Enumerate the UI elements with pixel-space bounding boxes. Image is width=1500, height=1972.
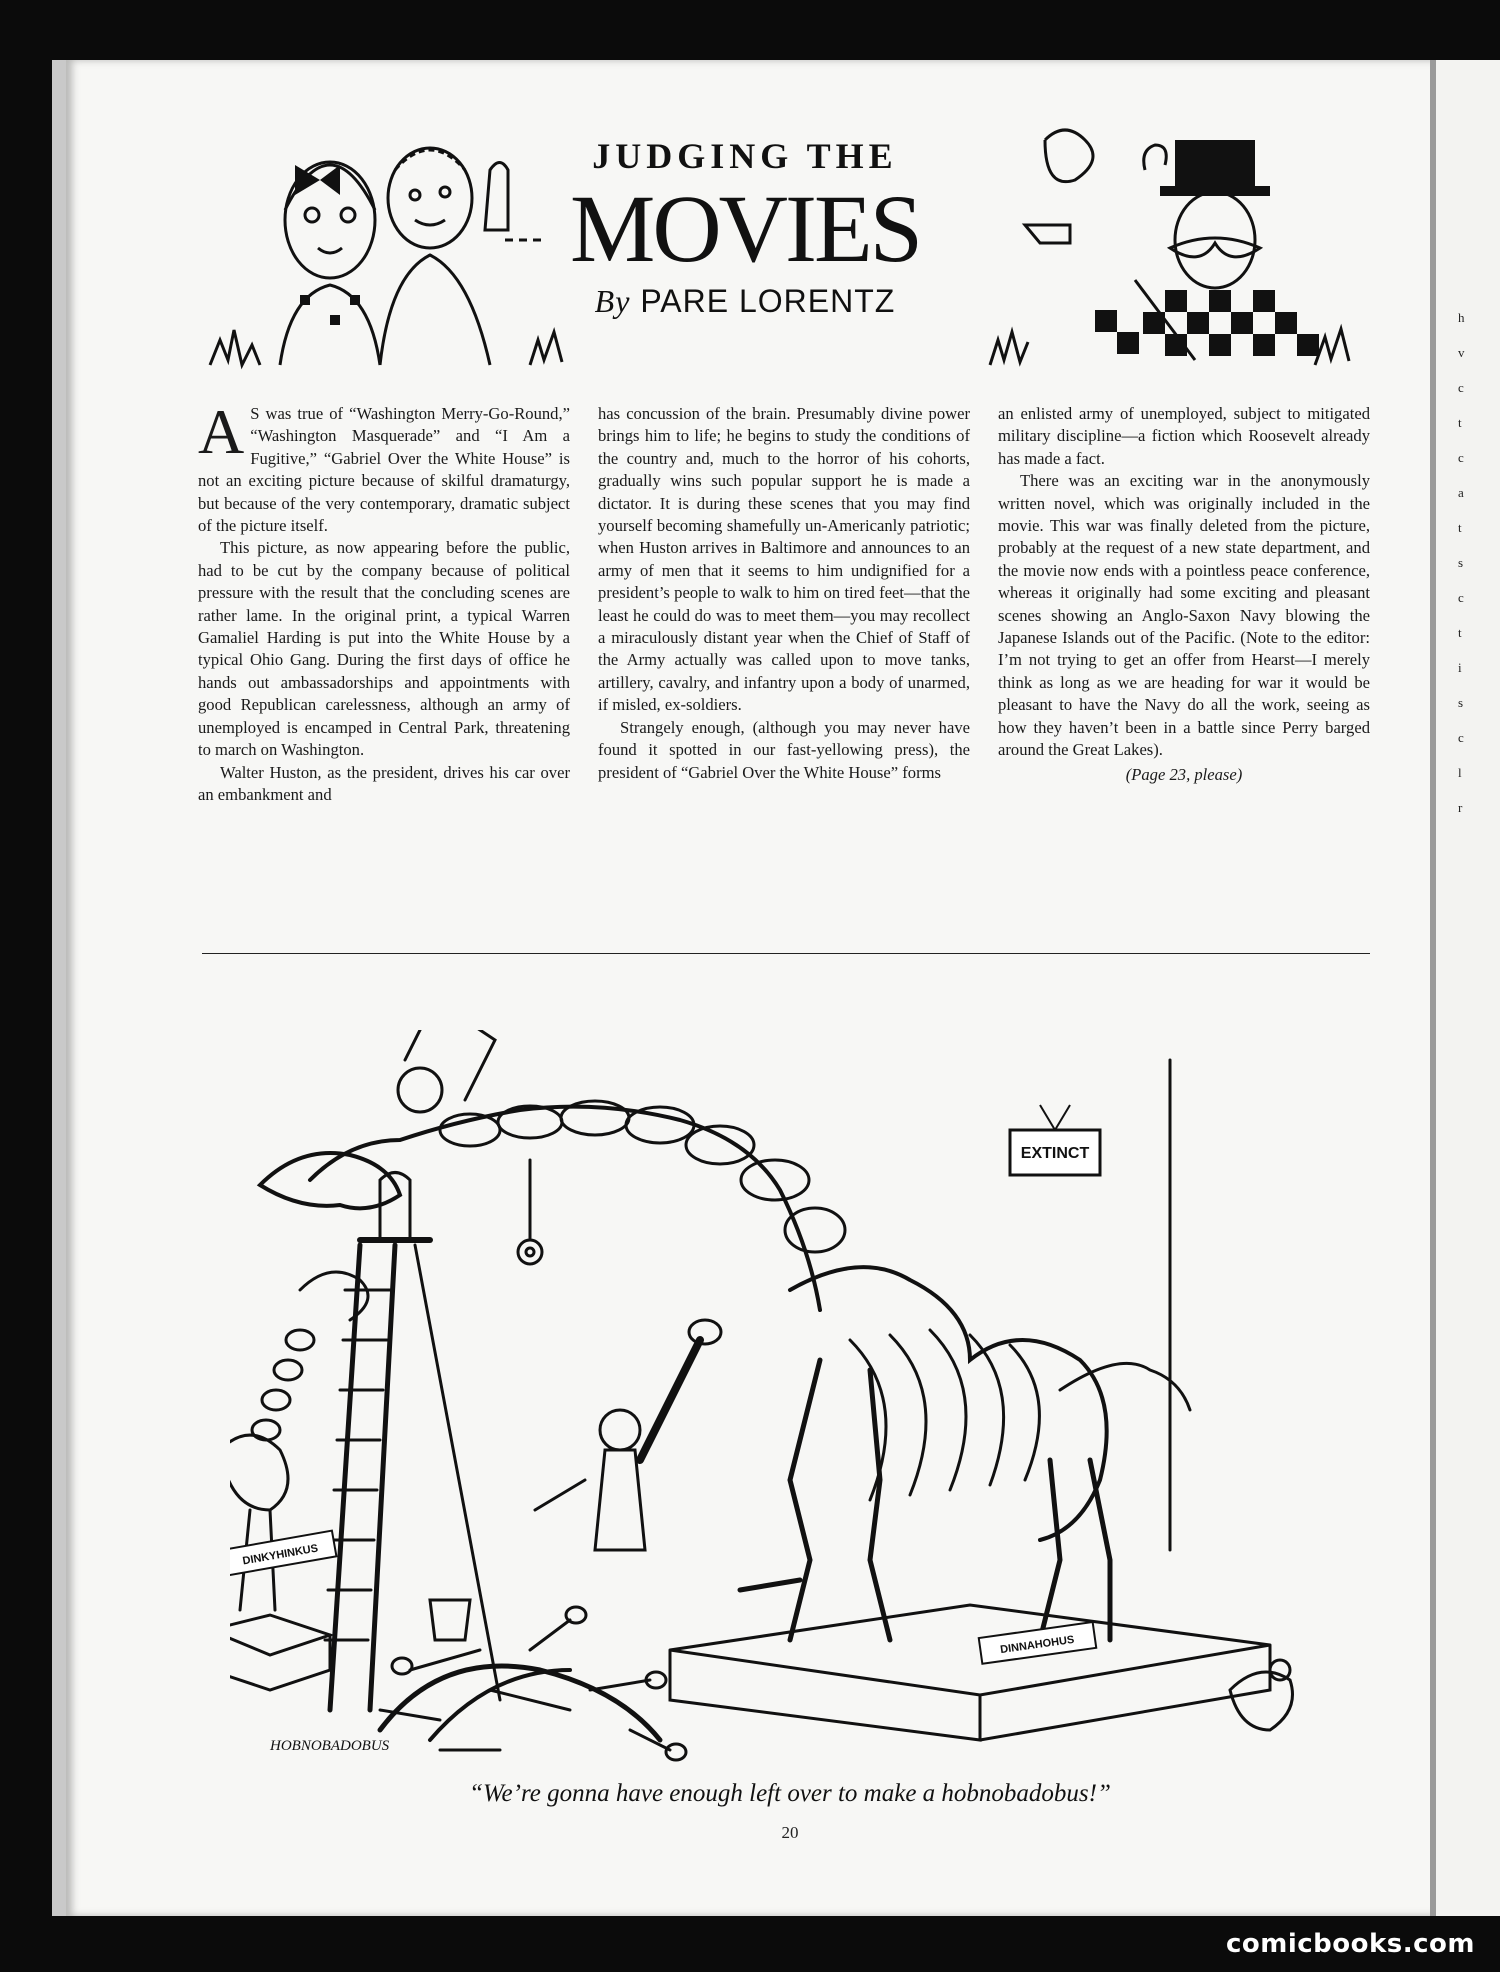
couple-illustration bbox=[200, 120, 580, 380]
watermark: comicbooks.com bbox=[1225, 1929, 1475, 1959]
artist-signature: HOBNOBADOBUS bbox=[270, 1738, 390, 1754]
villain-illustration bbox=[985, 120, 1365, 380]
continued-note: (Page 23, please) bbox=[1125, 764, 1243, 784]
author-name: PARE LORENTZ bbox=[640, 283, 896, 319]
paragraph: Strangely enough, (although you may never have found it spotted in our fast-yellowing press), the president of “Gabriel Over the White House” forms bbox=[598, 717, 970, 782]
paragraph: Walter Huston, as the president, drives his car over an embankment and bbox=[198, 762, 570, 804]
paragraph: has concussion of the brain. Presumably divine power brings him to life; he begins to study the conditions of the country and, much to the horror of his cohorts, gradually wins such popular support he is made a dictator. It is during these scenes that you may find yourself becoming shamefully un-Americanly patriotic; when Huston arrives in Baltimore and announces to an army of men that it seems to him undignified for a president’s people to walk to him on tired feet—that the least he could do was to meet them—you may recollect a miraculously distant year when the Chief of Staff of the Army actually was called upon to move tanks, artillery, cavalry, and infantry upon a body of unarmed, if misled, ex-soldiers. bbox=[598, 404, 970, 715]
byline bbox=[545, 283, 945, 320]
title-block bbox=[545, 135, 945, 320]
small-skeleton-label: DINKYHINKUS bbox=[241, 1542, 320, 1568]
page-number: 20 bbox=[781, 1823, 799, 1842]
next-page-edge: h v c t c a t s c t i s c l r bbox=[1430, 60, 1500, 1916]
extinct-sign-text: EXTINCT bbox=[1020, 1145, 1090, 1162]
page-title: MOVIES bbox=[569, 175, 920, 282]
section-divider bbox=[202, 953, 1370, 954]
dinnahohus-label bbox=[979, 1622, 1096, 1664]
paragraph: A S was true of “Washington Merry-Go-Round,” “Washington Masquerade” and “I Am a Fugitive,” “Gabriel Over the White House” is not an exciting picture because of skilful dramaturgy, but because of the very contemporary, dramatic subject of the picture itself. bbox=[198, 396, 570, 536]
dinosaur-skeleton-cartoon bbox=[230, 1030, 1360, 1770]
article-body bbox=[198, 396, 1370, 938]
extinct-sign bbox=[1010, 1105, 1100, 1175]
ladder-drawing bbox=[325, 1240, 500, 1710]
cartoon-caption: “We’re gonna have enough left over to make a hobnobadobus!” bbox=[469, 1780, 1111, 1807]
paragraph: an enlisted army of unemployed, subject to mitigated military discipline—a fiction which Roosevelt already has made a fact. bbox=[998, 404, 1370, 468]
article-column-1 bbox=[198, 396, 570, 938]
large-skeleton-label: DINNAHOHUS bbox=[999, 1633, 1076, 1657]
title-kicker: JUDGING THE bbox=[592, 136, 898, 176]
drop-cap: A bbox=[198, 396, 245, 467]
paragraph: There was an exciting war in the anonymously written novel, which was originally included in the movie. This war was finally deleted from the picture, probably at the request of a new state department, and the movie now ends with a pointless peace conference, whereas it originally had some exciting and pleasant scenes showing an Anglo-Saxon Navy blowing the Japanese Islands out of the Pacific. (Note to the editor: I’m not trying to get an offer from Hearst—I merely think as long as we are heading for war it would be pleasant to have the Navy do all the work, seeing as how they haven’t been in a battle since Perry barged around the Great Lakes). bbox=[998, 471, 1370, 760]
byline-by: By bbox=[594, 283, 631, 319]
article-column-3 bbox=[998, 403, 1370, 938]
article-column-2 bbox=[598, 403, 970, 938]
paragraph: This picture, as now appearing before the public, had to be cut by the company because of political pressure with the result that the concluding scenes are rather lame. In the original print, a typical Warren Gamaliel Harding is put into the White House by a typical Ohio Gang. During the first days of office he hands out ambassadorships and appointments with good Republican carelessness, although an army of unemployed is encamped in Central Park, threatening to march on Washington. bbox=[198, 538, 570, 760]
article-header bbox=[150, 80, 1360, 380]
